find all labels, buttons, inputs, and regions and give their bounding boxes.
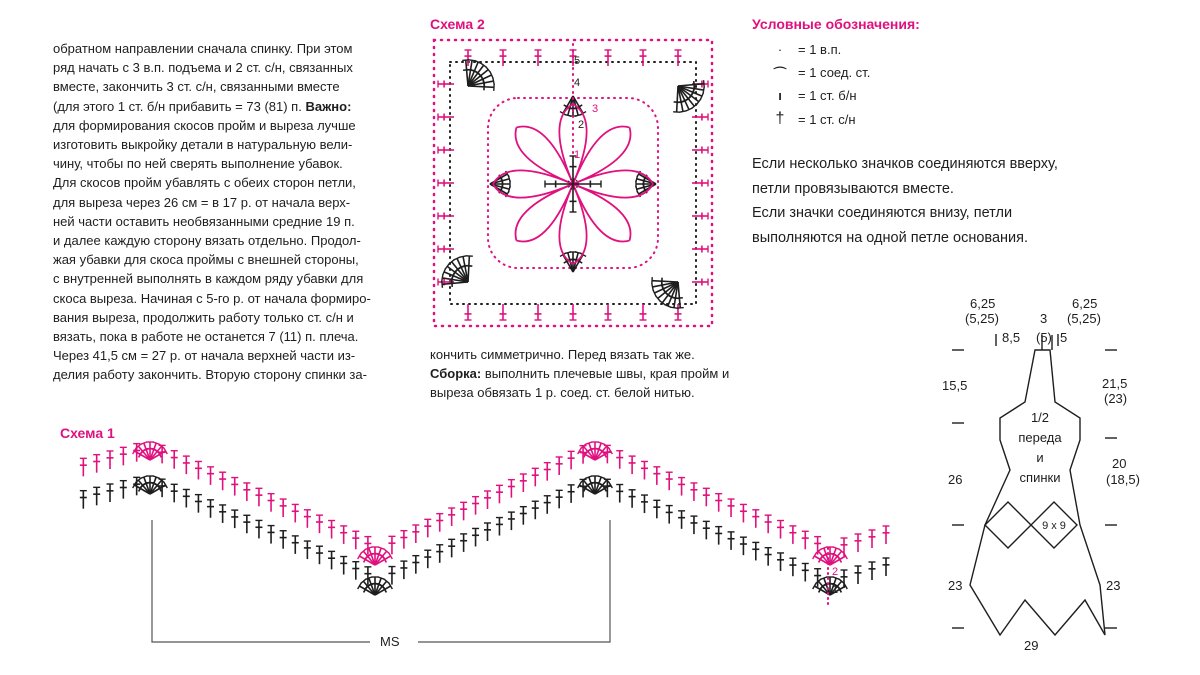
- legend-item: [768, 84, 857, 106]
- stitch-symbol: [841, 570, 848, 588]
- stitch-symbol: [692, 180, 708, 187]
- important-label: Важно:: [305, 98, 352, 114]
- stitch-symbol: [544, 463, 551, 481]
- stitch-symbol: [640, 50, 647, 66]
- stitch-symbol: [496, 485, 503, 503]
- stitch-symbol: [438, 147, 454, 154]
- dim-label: 5: [1060, 330, 1068, 345]
- scheme1-diagram: [40, 430, 930, 660]
- legend-label: = 1 соед. ст.: [798, 64, 871, 80]
- stitch-symbol: [500, 50, 507, 66]
- text-line: ней части оставить необвязанными средние 19 п.: [53, 213, 355, 229]
- stitch-symbol: [412, 556, 419, 574]
- garment-pattern: [940, 290, 1190, 660]
- stitch-symbol: [120, 481, 127, 499]
- stitch-symbol: [448, 539, 455, 557]
- stitch-symbol: [508, 512, 515, 530]
- stitch-symbol: [268, 526, 275, 544]
- stitch-symbol: [855, 534, 862, 552]
- text-line: делия работу закончить. Вторую сторону спинки за-: [53, 367, 367, 383]
- dim-label: (5,25): [965, 311, 999, 326]
- dim-label: (5,25): [1067, 311, 1101, 326]
- dim-label: 20: [1112, 456, 1127, 471]
- stitch-symbol: [438, 180, 454, 187]
- text-line: (для этого 1 ст. б/н прибавить = 73 (81) п. Важно:: [53, 98, 352, 114]
- stitch-symbol: [740, 537, 747, 555]
- stitch-symbol: [207, 467, 214, 485]
- arc-icon: ⌒: [773, 65, 787, 81]
- stitch-symbol: [715, 494, 722, 512]
- legend-title: Условные обозначения:: [752, 16, 920, 32]
- stitch-symbol: [183, 456, 190, 474]
- note-line: Если значки соединяются внизу, петли: [752, 205, 1013, 221]
- stitch-symbol: [93, 455, 100, 473]
- stitch-symbol: [605, 50, 612, 66]
- stitch-symbol: [520, 507, 527, 525]
- stitch-symbol: [678, 511, 685, 529]
- stitch-symbol: [855, 566, 862, 584]
- stitch-symbol: [316, 515, 323, 533]
- row-label: 3: [592, 103, 599, 115]
- stitch-symbol: [400, 531, 407, 549]
- stitch-symbol: [171, 451, 178, 469]
- stitch-symbol: [438, 246, 454, 253]
- stitch-symbol: [692, 246, 708, 253]
- stitch-symbol: [692, 213, 708, 220]
- scheme2-title: Схема 2: [430, 16, 485, 32]
- stitch-symbol: [243, 515, 250, 533]
- stitch-symbol: [605, 304, 612, 320]
- piece-label: спинки: [1019, 470, 1061, 485]
- stitch-symbol: [340, 526, 347, 544]
- stitch-symbol: [496, 518, 503, 536]
- text-line: изготовить выкройку детали в натуральную вели-: [53, 137, 353, 153]
- ms-label: MS: [380, 634, 400, 649]
- cross-icon: †: [775, 110, 785, 127]
- text-line: Через 41,5 см = 27 р. от начала верхней части из-: [53, 348, 356, 364]
- stitch-symbol: [641, 495, 648, 513]
- stitch-symbol: [690, 516, 697, 534]
- stitch-symbol: [438, 81, 454, 88]
- dim-label: 8,5: [1002, 330, 1021, 345]
- stitch-symbol: [424, 550, 431, 568]
- dim-label: (18,5): [1106, 472, 1140, 487]
- stitch-symbol: [255, 520, 262, 538]
- stitch-symbol: [388, 567, 395, 585]
- text-line: вания выреза, продолжить работу только ст. с/н и: [53, 309, 354, 325]
- stitch-symbol: [448, 508, 455, 526]
- dim-label: 23: [1106, 578, 1121, 593]
- stitch-symbol: [640, 304, 647, 320]
- stitch-symbol: [280, 499, 287, 517]
- stitch-symbol: [570, 304, 577, 320]
- stitch-symbol: [340, 557, 347, 575]
- text-line: обратном направлении сначала спинку. При этом: [53, 41, 353, 56]
- stitch-symbol: [268, 494, 275, 512]
- piece-label: 1/2: [1030, 410, 1050, 425]
- ms-bracket: [152, 520, 610, 642]
- dim-label: 6,25: [970, 296, 996, 311]
- stitch-symbol: [280, 531, 287, 549]
- text-line: чину, чтобы по ней сверять выполнение убавок.: [53, 156, 343, 172]
- text-line: и далее каждую сторону вязать отдельно. Продол-: [53, 233, 361, 249]
- text-line: с внутренней выполнять в каждом ряду убавки для: [53, 271, 364, 287]
- legend-item: [768, 61, 870, 83]
- dot-icon: ·: [777, 41, 783, 57]
- stitch-symbol: [292, 504, 299, 522]
- stitch-symbol: [436, 545, 443, 563]
- stitch-symbol: [532, 468, 539, 486]
- stitch-symbol: [703, 488, 710, 506]
- row-label: 1: [574, 149, 581, 161]
- dim-label: 21,5: [1102, 376, 1128, 391]
- dim-label: 23: [948, 578, 963, 593]
- stitch-symbol: [231, 510, 238, 528]
- assembly-label: Сборка:: [430, 366, 482, 382]
- stitch-symbol: [535, 50, 542, 66]
- stitch-symbol: [107, 484, 114, 502]
- stitch-symbol: [195, 495, 202, 513]
- stitch-symbol: [690, 483, 697, 501]
- text-line: для формирования скосов пройм и выреза лучше: [53, 117, 356, 133]
- dim-label: 3: [1040, 311, 1048, 326]
- left-text-column: [53, 39, 371, 385]
- note-line: выполняются на одной петле основания.: [752, 229, 1029, 246]
- stitch-symbol: [500, 304, 507, 320]
- stitch-symbol: [616, 451, 623, 469]
- stitch-symbol: [243, 483, 250, 501]
- stitch-symbol: [728, 499, 735, 517]
- legend-label: = 1 ст. с/н: [798, 111, 856, 127]
- stitch-symbol: [802, 563, 809, 581]
- stitch-symbol: [653, 500, 660, 518]
- stitch-symbol: [629, 490, 636, 508]
- stitch-symbol: [316, 546, 323, 564]
- stitch-symbol: [641, 461, 648, 479]
- stitch-symbol: [255, 488, 262, 506]
- stitch-symbol: [484, 523, 491, 541]
- stitch-symbol: [653, 467, 660, 485]
- row-label: 4: [574, 77, 581, 89]
- stitch-symbol: [616, 485, 623, 503]
- stitch-symbol: [472, 528, 479, 546]
- stitch-symbol: [328, 551, 335, 569]
- stitch-symbol: [629, 456, 636, 474]
- stitch-symbol: [535, 304, 542, 320]
- dim-label: (5): [1036, 330, 1052, 345]
- text-line: вместе, закончить 3 ст. с/н, связанными вместе: [53, 79, 340, 95]
- stitch-symbol: [568, 451, 575, 469]
- stitch-symbol: [93, 487, 100, 505]
- stitch-symbol: [544, 496, 551, 514]
- dim-label: (23): [1104, 391, 1128, 406]
- stitch-symbol: [438, 114, 454, 121]
- stitch-symbol: [231, 478, 238, 496]
- text-line: жая убавки для скоса проймы с внешней стороны,: [53, 252, 359, 268]
- stitch-symbol: [802, 531, 809, 549]
- stitch-symbol: [666, 506, 673, 524]
- motif-size: 9 x 9: [1042, 520, 1066, 532]
- stitch-symbol: [400, 561, 407, 579]
- pattern-outline: [970, 350, 1105, 635]
- stitch-symbol: [219, 505, 226, 523]
- legend-label: = 1 в.п.: [798, 41, 842, 57]
- bar-icon: ı: [778, 87, 782, 103]
- dim-label: 29: [1024, 638, 1039, 653]
- stitch-symbol: [304, 541, 311, 559]
- stitch-symbol: [556, 490, 563, 508]
- stitch-symbol: [438, 213, 454, 220]
- piece-label: переда: [1018, 430, 1062, 445]
- stitch-symbol: [765, 515, 772, 533]
- row-label: 1: [832, 584, 839, 596]
- stitch-symbol: [424, 519, 431, 537]
- note-line: петли провязываются вместе.: [752, 180, 954, 197]
- stitch-symbol: [752, 510, 759, 528]
- stitch-symbol: [666, 472, 673, 490]
- stitch-symbol: [120, 447, 127, 465]
- stitch-symbol: [692, 114, 708, 121]
- stitch-symbol: [80, 458, 87, 476]
- stitch-symbol: [472, 497, 479, 515]
- stitch-symbol: [412, 525, 419, 543]
- row-label: 2: [578, 119, 585, 131]
- stitch-symbol: [678, 478, 685, 496]
- stitch-symbol: [436, 514, 443, 532]
- stitch-symbol: [715, 527, 722, 545]
- text-line: выреза обвязать 1 р. соед. ст. белой нитью.: [430, 385, 695, 401]
- row-label: 2: [832, 566, 839, 578]
- text-line: вязать, пока в работе не останется 7 (11) п. плеча.: [53, 329, 359, 345]
- stitch-symbol: [869, 562, 876, 580]
- notes-block: [752, 152, 1058, 250]
- stitch-symbol: [183, 489, 190, 507]
- stitch-symbol: [219, 472, 226, 490]
- stitch-symbol: [171, 484, 178, 502]
- stitch-symbol: [352, 531, 359, 549]
- scheme1-title: Схема 1: [60, 425, 115, 441]
- stitch-symbol: [765, 548, 772, 566]
- text-line: кончить симметрично. Перед вязать так же.: [430, 347, 695, 362]
- stitch-symbol: [789, 526, 796, 544]
- note-line: Если несколько значков соединяются вверху,: [752, 156, 1058, 172]
- stitch-symbol: [752, 542, 759, 560]
- stitch-symbol: [532, 501, 539, 519]
- stitch-symbol: [328, 521, 335, 539]
- dim-label: 6,25: [1072, 296, 1098, 311]
- legend-label: = 1 ст. б/н: [798, 87, 857, 103]
- text-line: Для скосов пройм убавлять с обеих сторон петли,: [53, 175, 356, 191]
- stitch-symbol: [556, 457, 563, 475]
- stitch-symbol: [304, 510, 311, 528]
- stitch-symbol: [465, 304, 472, 320]
- stitch-symbol: [80, 491, 87, 509]
- stitch-symbol: [520, 474, 527, 492]
- stitch-symbol: [777, 521, 784, 539]
- stitch-symbol: [195, 461, 202, 479]
- stitch-symbol: [777, 553, 784, 571]
- stitch-symbol: [692, 279, 708, 286]
- stitch-symbol: [292, 536, 299, 554]
- text-line: Сборка: выполнить плечевые швы, края пройм и: [430, 366, 730, 382]
- piece-label: и: [1036, 450, 1044, 465]
- stitch-symbol: [869, 530, 876, 548]
- legend-item: [768, 38, 841, 60]
- stitch-symbol: [883, 558, 890, 576]
- stitch-symbol: [107, 451, 114, 469]
- stitch-symbol: [388, 536, 395, 554]
- text-line: для выреза через 26 см = в 17 р. от начала верх-: [53, 194, 351, 210]
- stitch-symbol: [675, 50, 682, 66]
- stitch-symbol: [728, 532, 735, 550]
- text-line: ряд начать с 3 в.п. подъема и 2 ст. с/н, связанных: [53, 60, 353, 76]
- stitch-symbol: [740, 504, 747, 522]
- stitch-symbol: [460, 534, 467, 552]
- stitch-symbol: [789, 558, 796, 576]
- stitch-symbol: [508, 480, 515, 498]
- stitch-symbol: [703, 521, 710, 539]
- middle-text-column: [430, 345, 729, 403]
- scheme2-diagram: [428, 36, 718, 332]
- row-label: 5: [574, 55, 581, 67]
- stitch-symbol: [352, 562, 359, 580]
- stitch-symbol: [692, 147, 708, 154]
- text-line: скоса выреза. Начиная с 5-го р. от начала формиро-: [53, 290, 371, 306]
- stitch-symbol: [568, 485, 575, 503]
- legend-item: [768, 108, 856, 130]
- stitch-symbol: [460, 502, 467, 520]
- stitch-symbol: [207, 500, 214, 518]
- dim-label: 15,5: [942, 378, 968, 393]
- dim-label: 26: [948, 472, 963, 487]
- stitch-symbol: [883, 526, 890, 544]
- stitch-symbol: [484, 491, 491, 509]
